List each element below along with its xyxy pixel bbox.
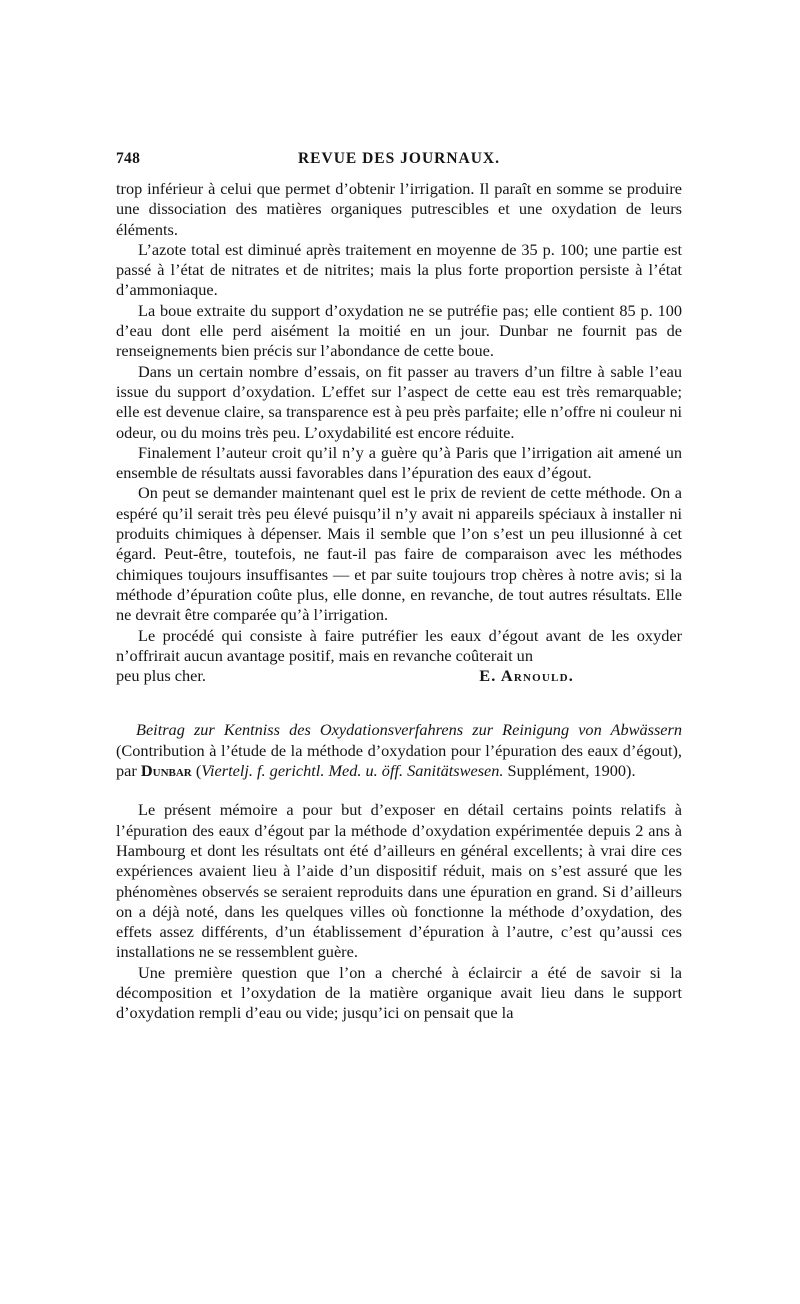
paragraph-end: peu plus cher.: [116, 666, 206, 686]
paragraph: Dans un certain nombre d’essais, on fit passer au travers d’un filtre à sable l’eau issue du support d’oxydation. L’effet sur l’aspect de cette eau est très remarquable; elle est devenue claire, sa transparence est à peu près parfaite; elle n’offre ni couleur ni odeur, ou du moins très peu. L’oxydabilité est encore réduite.: [116, 361, 682, 442]
reference-supplement: Supplément, 1900).: [507, 761, 636, 781]
page-number: 748: [116, 150, 141, 167]
running-title: REVUE DES JOURNAUX.: [297, 150, 500, 167]
running-header: [116, 150, 682, 174]
reference-title-german: Beitrag zur Kentniss des Oxydationsverfahrens zur Reinigung von Abwässern: [136, 720, 682, 740]
author-signature: E. Arnould.: [479, 666, 574, 686]
review-dunbar: [116, 800, 682, 1023]
paragraph: Une première question que l’on a cherché à éclaircir a été de savoir si la décomposition et l’oxydation de la matière organique avait lieu dans le support d’oxydation rempli d’eau ou vide; jusqu’ici on pensait que la: [116, 962, 682, 1023]
paragraph: trop inférieur à celui que permet d’obtenir l’irrigation. Il paraît en somme se produire une dissociation des matières organiques putrescibles et une oxydation de leurs éléments.: [116, 179, 682, 239]
section-gap: [116, 686, 682, 720]
review-arnould: [116, 179, 682, 686]
reference-title-french: (Contribution à l’étude de la méthode d’oxydation pour l’épuration des eaux d’égout), par: [116, 740, 682, 781]
paragraph: L’azote total est diminué après traitement en moyenne de 35 p. 100; une partie est passé à l’état de nitrates et de nitrites; mais la plus forte proportion persiste à l’état d’ammoniaque.: [116, 239, 682, 300]
paragraph: Finalement l’auteur croit qu’il n’y a guère qu’à Paris que l’irrigation ait amené un ensemble de résultats aussi favorables dans l’épuration des eaux d’égout.: [116, 442, 682, 483]
reference-paren: (: [195, 761, 202, 781]
paragraph: Le procédé qui consiste à faire putréfier les eaux d’égout avant de les oxyder n’offrirait aucun avantage positif, mais en revanche coûterait un: [116, 625, 682, 665]
signature-line: [116, 666, 682, 686]
paragraph: On peut se demander maintenant quel est le prix de revient de cette méthode. On a espéré qu’il serait très peu élevé puisqu’il n’y avait ni appareils spéciaux à installer ni produits chimiques à dépenser. Mais il semble que l’on s’est un peu illusionné à cet égard. Peut-être, toutefois, ne faut-il pas faire de comparaison avec les méthodes chimiques toujours insuffisantes — et par suite toujours trop chères à notre avis; si la méthode d’épuration coûte plus, elle donne, en revanche, de tout autres résultats. Elle ne devrait être comparée qu’à l’irrigation.: [116, 483, 682, 625]
reference-author: Dunbar: [140, 761, 192, 781]
section-gap: [116, 781, 682, 795]
paragraph: Le présent mémoire a pour but d’exposer en détail certains points relatifs à l’épuration des eaux d’égout par la méthode d’oxydation expérimentée depuis 2 ans à Hambourg et dont les résultats ont été d’ailleurs en général excellents; à vrai dire ces expériences avaient lieu à l’aide d’un dispositif réduit, mais on s’est assuré que les phénomènes observés se seraient reproduits dans une épuration en grand. Si d’ailleurs on a déjà noté, dans les quelques villes où fonctionne la méthode d’oxydation, des effets assez différents, d’un établissement d’épuration à l’autre, c’est qu’aussi ces installations ne se ressemblent guère.: [116, 800, 682, 962]
bibliographic-reference: [116, 720, 682, 781]
page: [116, 150, 682, 1024]
reference-journal: Viertelj. f. gerichtl. Med. u. öff. Sanitätswesen.: [201, 761, 504, 781]
paragraph: La boue extraite du support d’oxydation ne se putréfie pas; elle contient 85 p. 100 d’eau dont elle perd aisément la moitié en un jour. Dunbar ne fournit pas de renseignements bien précis sur l’abondance de cette boue.: [116, 300, 682, 361]
